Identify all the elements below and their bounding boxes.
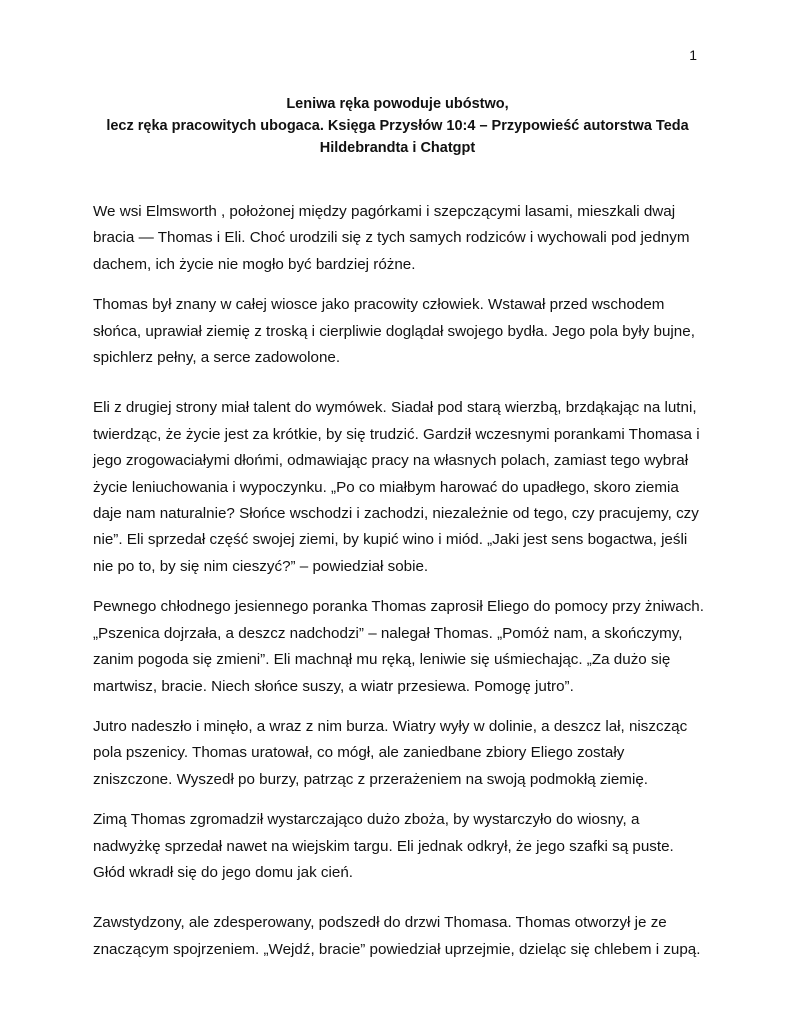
document-body xyxy=(93,199,705,977)
paragraph-2: Thomas był znany w całej wiosce jako pracowity człowiek. Wstawał przed wschodem słońca, uprawiał ziemię z troską i cierpliwie doglądał swojego bydła. Jego pola były bujne, spichlerz pełny, a serce zadowolone. xyxy=(93,296,695,367)
paragraph-1: We wsi Elmsworth , położonej między pagórkami i szepczącymi lasami, mieszkali dwaj bracia — Thomas i Eli. Choć urodzili się z tych samych rodziców i wychowali pod jednym dachem, ich życie nie mogło być bardziej różne. xyxy=(93,203,690,273)
paragraph-7: Zawstydzony, ale zdesperowany, podszedł do drzwi Thomasa. Thomas otworzył je ze znaczącym spojrzeniem. „Wejdź, bracie” powiedział uprzejmie, dzieląc się chlebem i zupą. xyxy=(93,914,701,958)
title-line-1: Leniwa ręka powoduje ubóstwo, xyxy=(286,96,509,112)
paragraph-3: Eli z drugiej strony miał talent do wymówek. Siadał pod starą wierzbą, brzdąkając na lutni, twierdząc, że życie jest za krótkie, by się trudzić. Gardził wczesnymi porankami Thomasa i jego zrogowaciałymi dłońmi, odmawiając pracy na własnych polach, zamiast tego wybrał życie leniuchowania i wypoczynku. „Po co miałbym harować do upadłego, skoro ziemia daje nam naturalnie? Słońce wschodzi i zachodzi, niezależnie od tego, czy pracujemy, czy nie”. Eli sprzedał część swojej ziemi, by kupić wino i miód. „Jaki jest sens bogactwa, jeśli nie po to, by się nim cieszyć?” – powiedział sobie. xyxy=(93,399,700,575)
page-number: 1 xyxy=(689,47,697,63)
paragraph-5: Jutro nadeszło i minęło, a wraz z nim burza. Wiatry wyły w dolinie, a deszcz lał, niszcząc pola pszenicy. Thomas uratował, co mógł, ale zaniedbane zbiory Eliego zostały zniszczone. Wyszedł po burzy, patrząc z przerażeniem na swoją podmokłą ziemię. xyxy=(93,717,688,788)
paragraph-4: Pewnego chłodnego jesiennego poranka Thomas zaprosił Eliego do pomocy przy żniwach. „Pszenica dojrzała, a deszcz nadchodzi” – nalegał Thomas. „Pomóż nam, a skończymy, zanim pogoda się zmieni”. Eli machnął mu ręką, leniwie się uśmiechając. „Za dużo się martwisz, bracie. Niech słońce suszy, a wiatr przesiewa. Pomogę jutro”. xyxy=(93,598,704,695)
paragraph-6: Zimą Thomas zgromadził wystarczająco dużo zboża, by wystarczyło do wiosny, a nadwyżkę sprzedał nawet na wiejskim targu. Eli jednak odkrył, że jego szafki są puste. Głód wkradł się do jego domu jak cień. xyxy=(93,811,674,881)
document-title xyxy=(92,94,703,159)
title-line-2: lecz ręka pracowitych ubogaca. Księga Przysłów 10:4 – Przypowieść autorstwa Teda xyxy=(106,117,689,134)
title-line-3: Hildebrandta i Chatgpt xyxy=(319,139,476,156)
